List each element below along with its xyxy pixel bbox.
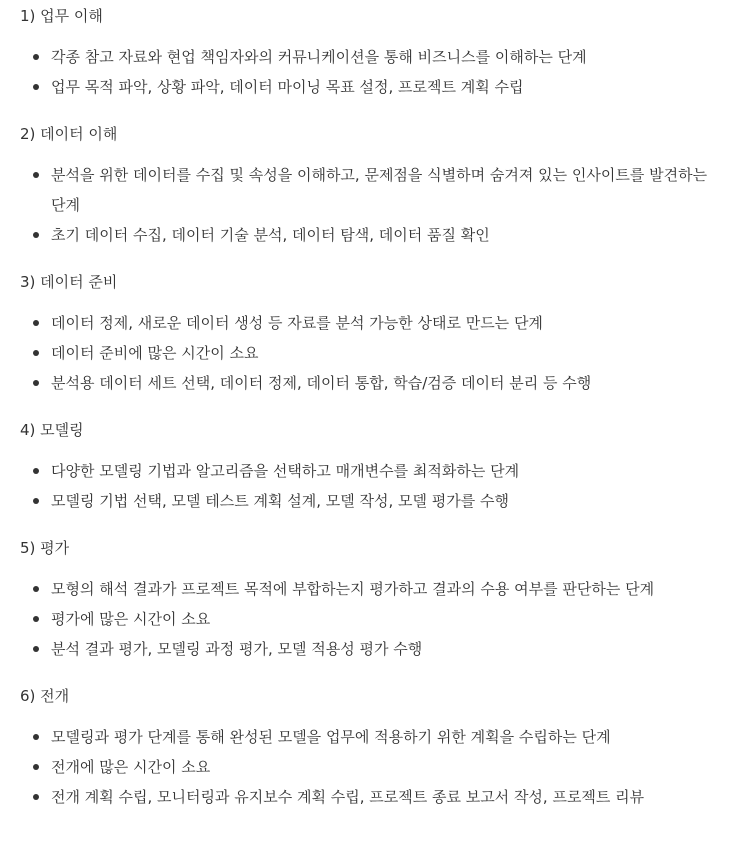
list-item — [20, 752, 725, 782]
section-data-preparation — [20, 270, 725, 398]
list-item — [20, 486, 725, 516]
list-item-text: 전개 계획 수립, 모니터링과 유지보수 계획 수립, 프로젝트 종료 보고서 작성, 프로젝트 리뷰 — [51, 788, 645, 806]
list-item — [20, 160, 725, 220]
list-item — [20, 722, 725, 752]
section-title: 6) 전개 — [20, 687, 70, 705]
list-item-text: 전개에 많은 시간이 소요 — [51, 758, 211, 776]
list-item — [20, 634, 725, 664]
list-item — [20, 72, 725, 102]
bullet-list — [20, 722, 725, 812]
list-item-text: 분석 결과 평가, 모델링 과정 평가, 모델 적용성 평가 수행 — [51, 640, 423, 658]
list-item-text: 초기 데이터 수집, 데이터 기술 분석, 데이터 탐색, 데이터 품질 확인 — [51, 226, 490, 244]
section-title: 3) 데이터 준비 — [20, 273, 118, 291]
list-item-text: 모델링과 평가 단계를 통해 완성된 모델을 업무에 적용하기 위한 계획을 수립하는 단계 — [51, 728, 611, 746]
list-item — [20, 456, 725, 486]
list-item — [20, 220, 725, 250]
bullet-icon — [33, 764, 39, 770]
section-evaluation — [20, 536, 725, 664]
list-item — [20, 368, 725, 398]
list-item-text: 업무 목적 파악, 상황 파악, 데이터 마이닝 목표 설정, 프로젝트 계획 수립 — [51, 78, 524, 96]
bullet-icon — [33, 320, 39, 326]
list-item — [20, 574, 725, 604]
list-item-text: 평가에 많은 시간이 소요 — [51, 610, 211, 628]
section-data-understanding — [20, 122, 725, 250]
list-item — [20, 308, 725, 338]
bullet-list — [20, 574, 725, 664]
bullet-icon — [33, 468, 39, 474]
bullet-icon — [33, 380, 39, 386]
section-title: 1) 업무 이해 — [20, 7, 103, 25]
bullet-list — [20, 308, 725, 398]
bullet-icon — [33, 232, 39, 238]
section-title: 2) 데이터 이해 — [20, 125, 118, 143]
list-item — [20, 604, 725, 634]
bullet-list — [20, 42, 725, 102]
section-business-understanding — [20, 4, 725, 102]
section-title: 4) 모델링 — [20, 421, 84, 439]
bullet-icon — [33, 498, 39, 504]
bullet-list — [20, 160, 725, 250]
list-item-text: 각종 참고 자료와 현업 책임자와의 커뮤니케이션을 통해 비즈니스를 이해하는 단계 — [51, 48, 587, 66]
bullet-icon — [33, 616, 39, 622]
list-item-text: 분석용 데이터 세트 선택, 데이터 정제, 데이터 통합, 학습/검증 데이터 분리 등 수행 — [51, 374, 592, 392]
list-item-text: 모델링 기법 선택, 모델 테스트 계획 설계, 모델 작성, 모델 평가를 수행 — [51, 492, 509, 510]
list-item-text: 모형의 해석 결과가 프로젝트 목적에 부합하는지 평가하고 결과의 수용 여부를 판단하는 단계 — [51, 580, 655, 598]
list-item — [20, 42, 725, 72]
bullet-icon — [33, 734, 39, 740]
bullet-icon — [33, 350, 39, 356]
list-item — [20, 338, 725, 368]
list-item-text: 데이터 준비에 많은 시간이 소요 — [51, 344, 259, 362]
list-item-text: 다양한 모델링 기법과 알고리즘을 선택하고 매개변수를 최적화하는 단계 — [51, 462, 520, 480]
list-item-text: 데이터 정제, 새로운 데이터 생성 등 자료를 분석 가능한 상태로 만드는 단계 — [51, 314, 543, 332]
list-item-text: 분석을 위한 데이터를 수집 및 속성을 이해하고, 문제점을 식별하며 숨겨져 있는 인사이트를 발견하는 단계 — [51, 166, 708, 214]
bullet-icon — [33, 54, 39, 60]
bullet-icon — [33, 646, 39, 652]
bullet-icon — [33, 586, 39, 592]
section-title: 5) 평가 — [20, 539, 70, 557]
section-modeling — [20, 418, 725, 516]
bullet-icon — [33, 84, 39, 90]
bullet-icon — [33, 794, 39, 800]
bullet-icon — [33, 172, 39, 178]
section-deployment — [20, 684, 725, 812]
list-item — [20, 782, 725, 812]
bullet-list — [20, 456, 725, 516]
